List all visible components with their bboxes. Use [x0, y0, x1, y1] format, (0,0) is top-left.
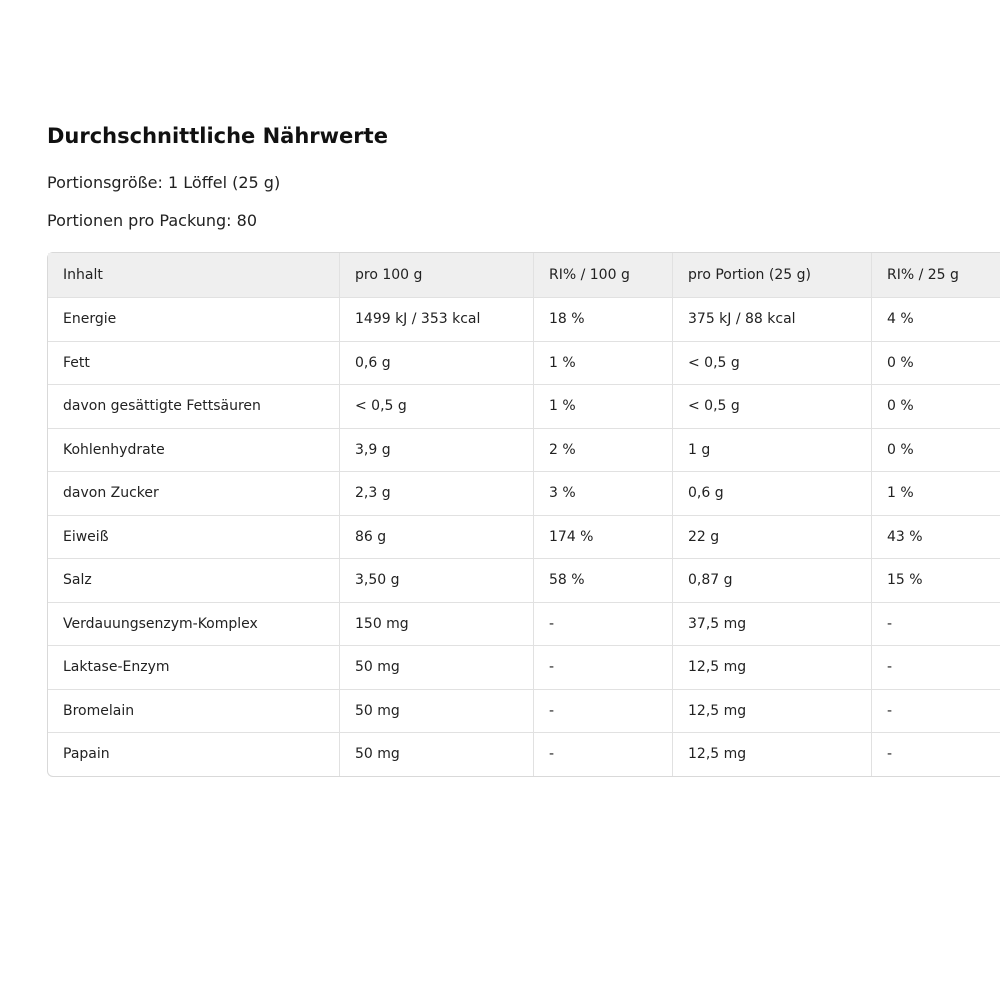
cell-ri-per-serving: - — [872, 603, 1000, 647]
cell-per-serving: 12,5 mg — [673, 733, 872, 776]
cell-ri-per-100g: - — [534, 690, 673, 734]
column-header-ri-per-100g: RI% / 100 g — [534, 253, 673, 298]
cell-content: davon Zucker — [48, 472, 340, 516]
cell-per-100g: 86 g — [340, 516, 534, 560]
cell-ri-per-serving: 1 % — [872, 472, 1000, 516]
cell-ri-per-serving: - — [872, 690, 1000, 734]
cell-ri-per-100g: - — [534, 603, 673, 647]
cell-per-serving: < 0,5 g — [673, 342, 872, 386]
cell-ri-per-serving: 15 % — [872, 559, 1000, 603]
cell-per-serving: 375 kJ / 88 kcal — [673, 298, 872, 342]
cell-ri-per-serving: 0 % — [872, 342, 1000, 386]
cell-content: Fett — [48, 342, 340, 386]
nutrition-table-body — [48, 298, 1000, 776]
column-header-ri-per-serving: RI% / 25 g — [872, 253, 1000, 298]
cell-ri-per-100g: 18 % — [534, 298, 673, 342]
header-row — [48, 253, 1000, 298]
servings-per-package-value: 80 — [236, 211, 258, 230]
cell-content: davon gesättigte Fettsäuren — [48, 385, 340, 429]
cell-content: Energie — [48, 298, 340, 342]
cell-ri-per-100g: 3 % — [534, 472, 673, 516]
table-row — [48, 559, 1000, 603]
table-row — [48, 646, 1000, 690]
cell-ri-per-serving: - — [872, 646, 1000, 690]
nutrition-section — [47, 118, 1000, 763]
serving-size — [47, 173, 1000, 193]
page-title: Durchschnittliche Nährwerte — [47, 124, 388, 148]
cell-per-100g: < 0,5 g — [340, 385, 534, 429]
cell-ri-per-serving: 4 % — [872, 298, 1000, 342]
table-row — [48, 690, 1000, 734]
cell-content: Eiweiß — [48, 516, 340, 560]
column-header-per-100g: pro 100 g — [340, 253, 534, 298]
cell-ri-per-serving: 43 % — [872, 516, 1000, 560]
cell-ri-per-serving: 0 % — [872, 429, 1000, 473]
serving-size-value: 1 Löffel (25 g) — [168, 173, 281, 192]
nutrition-table — [47, 252, 1000, 777]
nutrition-table-wrapper — [47, 252, 1000, 777]
table-row — [48, 516, 1000, 560]
cell-content: Verdauungsenzym-Komplex — [48, 603, 340, 647]
cell-ri-per-100g: 2 % — [534, 429, 673, 473]
cell-ri-per-100g: 174 % — [534, 516, 673, 560]
cell-ri-per-100g: 1 % — [534, 385, 673, 429]
column-header-per-serving: pro Portion (25 g) — [673, 253, 872, 298]
cell-ri-per-100g: 1 % — [534, 342, 673, 386]
cell-per-100g: 50 mg — [340, 646, 534, 690]
cell-per-serving: 12,5 mg — [673, 646, 872, 690]
cell-per-serving: < 0,5 g — [673, 385, 872, 429]
cell-per-100g: 3,9 g — [340, 429, 534, 473]
cell-per-serving: 12,5 mg — [673, 690, 872, 734]
column-header-content: Inhalt — [48, 253, 340, 298]
cell-ri-per-100g: - — [534, 646, 673, 690]
cell-per-100g: 0,6 g — [340, 342, 534, 386]
cell-ri-per-serving: - — [872, 733, 1000, 776]
table-row — [48, 472, 1000, 516]
cell-per-serving: 37,5 mg — [673, 603, 872, 647]
cell-content: Papain — [48, 733, 340, 776]
table-row — [48, 385, 1000, 429]
cell-per-100g: 2,3 g — [340, 472, 534, 516]
cell-per-100g: 3,50 g — [340, 559, 534, 603]
cell-per-serving: 0,6 g — [673, 472, 872, 516]
table-row — [48, 429, 1000, 473]
serving-size-label: Portionsgröße: — [47, 173, 163, 192]
cell-ri-per-serving: 0 % — [872, 385, 1000, 429]
cell-content: Bromelain — [48, 690, 340, 734]
cell-ri-per-100g: - — [534, 733, 673, 776]
cell-per-100g: 150 mg — [340, 603, 534, 647]
table-row — [48, 603, 1000, 647]
cell-per-serving: 22 g — [673, 516, 872, 560]
cell-per-100g: 1499 kJ / 353 kcal — [340, 298, 534, 342]
cell-per-serving: 1 g — [673, 429, 872, 473]
cell-content: Kohlenhydrate — [48, 429, 340, 473]
table-row — [48, 733, 1000, 776]
cell-content: Salz — [48, 559, 340, 603]
cell-content: Laktase-Enzym — [48, 646, 340, 690]
cell-per-100g: 50 mg — [340, 690, 534, 734]
table-row — [48, 298, 1000, 342]
table-row — [48, 342, 1000, 386]
nutrition-table-header — [48, 253, 1000, 298]
servings-per-package-label: Portionen pro Packung: — [47, 211, 232, 230]
cell-ri-per-100g: 58 % — [534, 559, 673, 603]
cell-per-100g: 50 mg — [340, 733, 534, 776]
servings-per-package — [47, 211, 1000, 231]
cell-per-serving: 0,87 g — [673, 559, 872, 603]
